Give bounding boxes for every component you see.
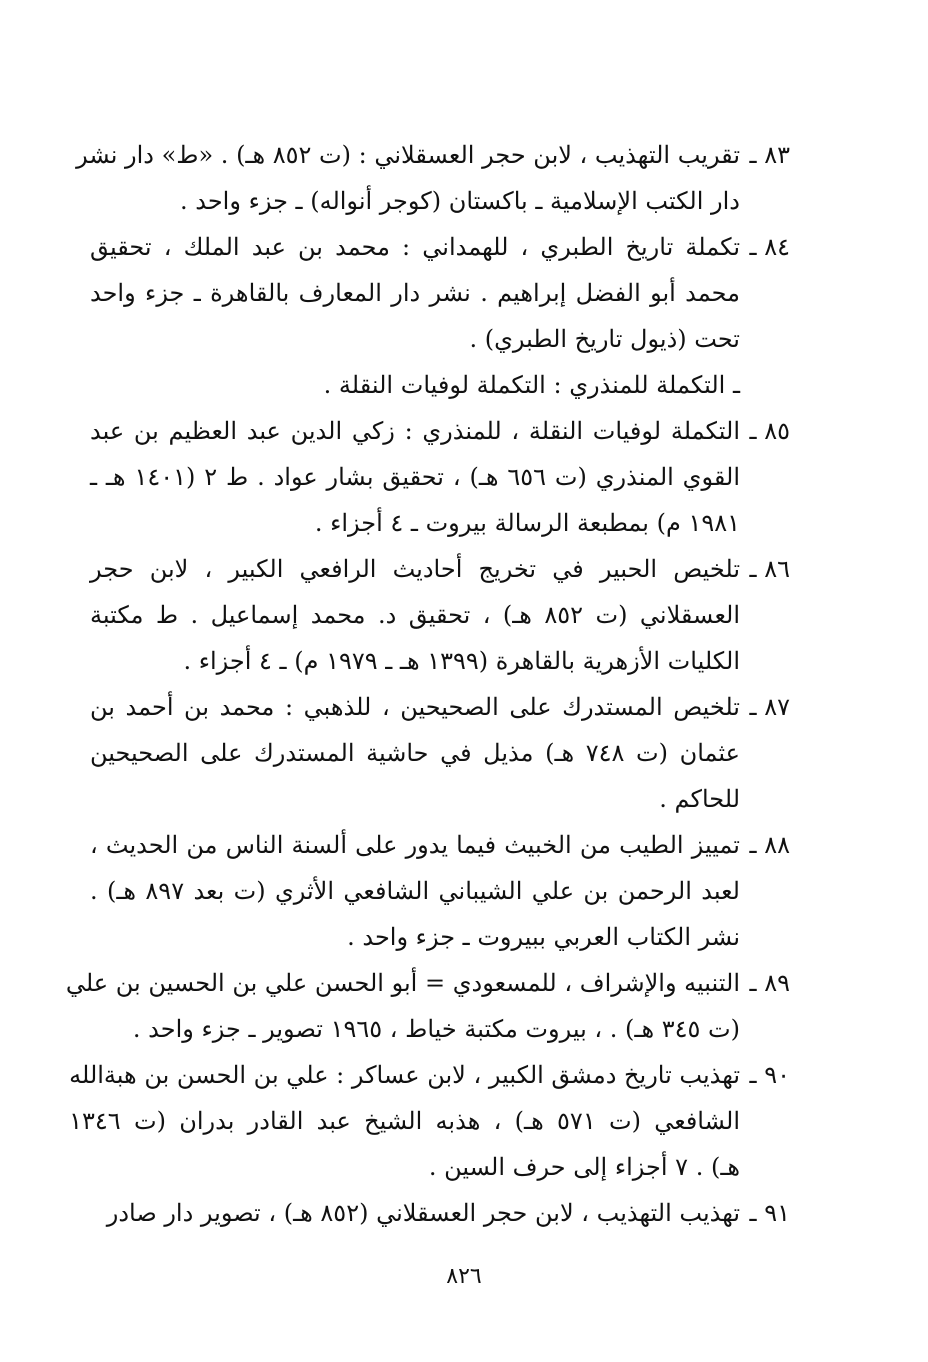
- bibliography-entry: [90, 224, 790, 362]
- entry-text: [90, 822, 740, 960]
- entry-line: لعبد الرحمن بن علي الشيباني الشافعي الأثري (ت بعد ٨٩٧ هـ) .: [90, 877, 740, 905]
- bibliography-entry: [90, 684, 790, 822]
- entry-line: نشر الكتاب العربي ببيروت ـ جزء واحد .: [347, 923, 740, 951]
- entry-number: ٨٧ ـ: [749, 693, 790, 721]
- entry-number: ٨٥ ـ: [749, 417, 790, 445]
- entry-line: تهذيب التهذيب ، لابن حجر العسقلاني (٨٥٢ هـ) ، تصوير دار صادر: [106, 1199, 740, 1227]
- entry-line: التنبيه والإشراف ، للمسعودي = أبو الحسن علي بن الحسين بن علي: [65, 969, 740, 997]
- entry-text: [66, 960, 740, 1052]
- bibliography-entry: [65, 960, 790, 1052]
- entry-text: [76, 132, 740, 224]
- entry-number: ٨٩ ـ: [749, 969, 790, 997]
- entry-line: تقريب التهذيب ، لابن حجر العسقلاني : (ت ٨٥٢ هـ) . «ط» دار نشر: [76, 141, 740, 169]
- entry-text: [90, 1190, 740, 1236]
- entry-number: ٨٣ ـ: [749, 141, 790, 169]
- bibliography-subentry: [90, 362, 790, 408]
- entry-text: [90, 224, 740, 362]
- entry-line: دار الكتب الإسلامية ـ باكستان (كوجر أنواله) ـ جزء واحد .: [179, 187, 740, 215]
- entry-line: تكملة تاريخ الطبري ، للهمداني : محمد بن عبد الملك ، تحقيق: [90, 233, 740, 261]
- entry-line: محمد أبو الفضل إبراهيم . نشر دار المعارف بالقاهرة ـ جزء واحد: [90, 279, 740, 307]
- bibliography-entry: [90, 546, 790, 684]
- entry-line: للحاكم .: [659, 785, 740, 813]
- entry-line: هـ) . ٧ أجزاء إلى حرف السين .: [428, 1153, 740, 1181]
- bibliography-entry: [76, 132, 790, 224]
- entry-line: التكملة لوفيات النقلة ، للمنذري : زكي الدين عبد العظيم بن عبد: [90, 417, 740, 445]
- bibliography-list: [65, 132, 790, 1236]
- bibliography-entry: [69, 1052, 790, 1190]
- entry-text: [90, 362, 740, 408]
- entry-line: تمييز الطيب من الخبيث فيما يدور على ألسنة الناس من الحديث ،: [90, 831, 740, 859]
- bibliography-entry: [90, 1190, 790, 1236]
- entry-text: [90, 684, 740, 822]
- bibliography-entry: [90, 822, 790, 960]
- entry-line: العسقلاني (ت ٨٥٢ هـ) ، تحقيق د. محمد إسماعيل . ط مكتبة: [90, 601, 740, 629]
- entry-line: تلخيص المستدرك على الصحيحين ، للذهبي : محمد بن أحمد بن: [90, 693, 740, 721]
- entry-number: ٨٦ ـ: [749, 555, 790, 583]
- entry-number: ٨٨ ـ: [749, 831, 790, 859]
- bibliography-entry: [90, 408, 790, 546]
- entry-line: تهذيب تاريخ دمشق الكبير ، لابن عساكر : علي بن الحسن بن هبة‌الله: [69, 1061, 740, 1089]
- entry-line: ١٩٨١ م) بمطبعة الرسالة بيروت ـ ٤ أجزاء .: [314, 509, 740, 537]
- entry-line: تحت (ذيول تاريخ الطبري) .: [469, 325, 740, 353]
- entry-line: القوي المنذري (ت ٦٥٦ هـ) ، تحقيق بشار عواد . ط ٢ (١٤٠١ هـ ـ: [90, 463, 740, 491]
- entry-line: عثمان (ت ٧٤٨ هـ) مذيل في حاشية المستدرك على الصحيحين: [90, 739, 740, 767]
- entry-text: [90, 546, 740, 684]
- entry-line: تلخيص الحبير في تخريج أحاديث الرافعي الكبير ، لابن حجر: [90, 555, 740, 583]
- entry-text: [69, 1052, 740, 1190]
- entry-number: ٩١ ـ: [749, 1199, 790, 1227]
- entry-line: ـ التكملة للمنذري : التكملة لوفيات النقلة .: [323, 371, 740, 399]
- entry-text: [90, 408, 740, 546]
- entry-line: (ت ٣٤٥ هـ) . ، بيروت مكتبة خياط ، ١٩٦٥ تصوير ـ جزء واحد .: [132, 1015, 740, 1043]
- entry-line: الشافعي (ت ٥٧١ هـ) ، هذبه الشيخ عبد القادر بدران (ت ١٣٤٦: [69, 1107, 740, 1135]
- entry-number: ٩٠ ـ: [749, 1061, 790, 1089]
- page-number: ٨٢٦: [446, 1264, 482, 1289]
- entry-line: الكليات الأزهرية بالقاهرة (١٣٩٩ هـ ـ ١٩٧٩ م) ـ ٤ أجزاء .: [183, 647, 740, 675]
- entry-number: ٨٤ ـ: [749, 233, 790, 261]
